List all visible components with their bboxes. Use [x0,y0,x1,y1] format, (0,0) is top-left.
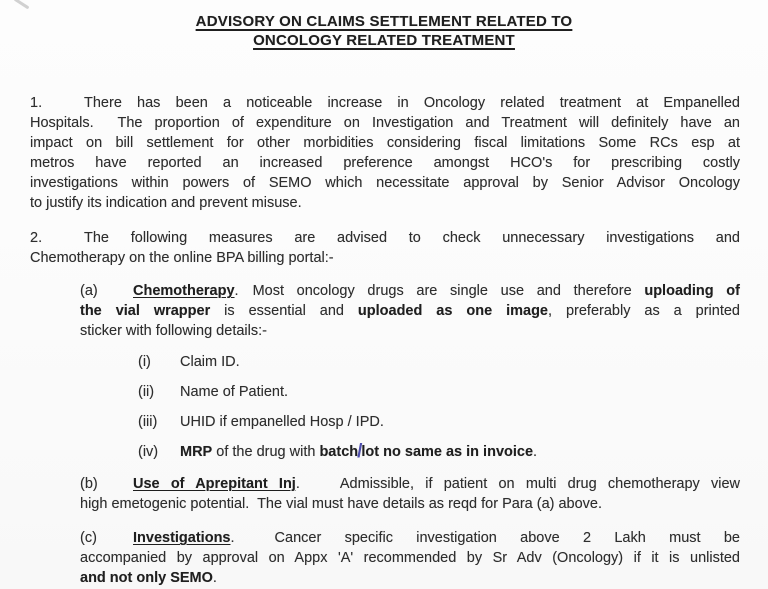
text-line [80,568,740,588]
text-segment: , preferably as a printed [548,303,740,319]
paragraph-c-investigations [80,528,740,588]
text-segment: and not only SEMO [80,570,213,586]
text-line [80,494,740,514]
text-segment: Admissible, if patient on multi drug chemotherapy view [339,476,741,492]
text-segment: is essential and [210,303,358,319]
text-segment: batch [319,444,359,460]
text-line [30,228,740,248]
text-segment: . [533,444,538,460]
text-line [80,548,740,568]
text-segment: Hospitals. The proportion of expenditure on Investigation and Treatment will definitely have an [30,115,740,131]
text-line [30,93,740,113]
document-title-line1: ADVISORY ON CLAIMS SETTLEMENT RELATED TO [195,13,573,30]
text-line [138,382,740,402]
text-line [80,474,740,494]
list-item-ii-patient-name [138,382,740,402]
text-segment: to justify its indication and prevent misuse. [30,195,302,211]
text-segment: . [230,530,235,546]
text-segment: Cancer specific investigation above 2 Lakh must be [274,530,740,546]
text-line [80,321,740,341]
text-line [138,442,740,462]
para-label: (iii) [138,414,158,430]
para-label: (c) [80,530,97,546]
text-segment: investigations within powers of SEMO which necessitate approval by Senior Advisor Oncology [30,175,740,191]
blue-pen-mark: / [357,441,363,462]
text-line [30,248,740,268]
text-segment: Name of Patient. [180,384,288,400]
para-label: (iv) [138,444,159,460]
para-label: (a) [80,283,98,299]
text-line [30,133,740,153]
para-label: 2. [30,230,43,246]
text-segment: metros have reported an increased preference amongst HCO's for prescribing costly [30,155,740,171]
text-segment: . [234,283,239,299]
list-item-i-claim-id [138,352,740,372]
text-segment: high emetogenic potential. The vial must have details as reqd for Para (a) above. [80,496,603,512]
list-item-iii-uhid [138,412,740,432]
para-label: (ii) [138,384,155,400]
text-line [138,412,740,432]
text-line [30,153,740,173]
text-line [30,173,740,193]
text-segment: accompanied by approval on Appx 'A' recommended by Sr Adv (Oncology) if it is unlisted [80,550,740,566]
para-label: 1. [30,95,43,111]
text-segment: MRP [180,444,213,460]
text-segment: Investigations [133,530,231,546]
text-line [80,528,740,548]
text-segment: the vial wrapper [80,303,211,319]
text-segment: Chemotherapy [133,283,235,299]
text-segment: uploaded as one image [357,303,548,319]
text-segment: . [212,570,217,586]
document-title [0,12,768,50]
text-segment: UHID if empanelled Hosp / IPD. [180,414,384,430]
text-line [80,301,740,321]
para-label: (b) [80,476,98,492]
text-segment: Chemotherapy on the online BPA billing portal:- [30,250,334,266]
text-segment: uploading of [644,283,740,299]
scan-smudge-mark [14,0,30,9]
text-line [30,113,740,133]
text-segment: . [295,476,300,492]
text-segment: Most oncology drugs are single use and therefore [252,283,645,299]
document-title-line2: ONCOLOGY RELATED TREATMENT [253,32,515,49]
text-segment: lot no same as in invoice [361,444,534,460]
paragraph-b-aprepitant [80,474,740,514]
paragraph-1 [30,93,740,213]
text-line [30,193,740,213]
text-line [80,281,740,301]
text-segment: Claim ID. [180,354,240,370]
text-segment: sticker with following details:- [80,323,267,339]
text-segment: Use of Aprepitant Inj [133,476,296,492]
text-segment: There has been a noticeable increase in Oncology related treatment at Empanelled [84,95,740,111]
list-item-iv-mrp [138,442,740,462]
para-label: (i) [138,354,151,370]
paragraph-a-chemotherapy [80,281,740,341]
text-segment: The following measures are advised to check unnecessary investigations and [84,230,740,246]
text-segment: impact on bill settlement for other morbidities considering fiscal limitations Some RCs esp at [30,135,740,151]
paragraph-2 [30,228,740,268]
text-segment: of the drug with [212,444,320,460]
text-line [138,352,740,372]
